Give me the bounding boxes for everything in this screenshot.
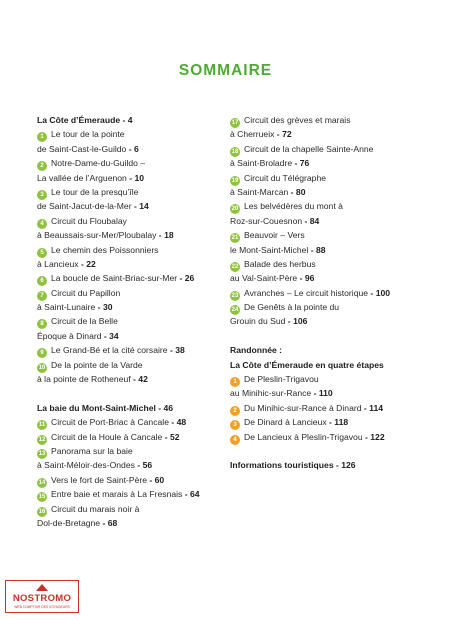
- entry-text: Avranches – Le circuit historique: [244, 287, 369, 298]
- section-heading: [37, 113, 232, 127]
- entry-text: de Saint-Jacut-de-la-Mer: [37, 201, 132, 212]
- entry-text: De Genêts à la pointe du: [244, 302, 340, 313]
- toc-entry: [37, 502, 232, 516]
- toc-entry: [230, 430, 430, 444]
- toc-entry: [37, 458, 232, 472]
- entry-text: au Val-Saint-Père: [230, 273, 298, 284]
- toc-entry: [230, 401, 430, 415]
- page-separator: -: [333, 460, 342, 471]
- entry-text: Circuit des grèves et marais: [244, 115, 351, 125]
- toc-entry: [37, 430, 232, 444]
- entry-text: De Dinard à Lancieux: [244, 417, 327, 428]
- toc-entry: [37, 473, 232, 487]
- route-number-badge: 2: [37, 161, 47, 171]
- entry-text: Balade des herbus: [244, 258, 316, 269]
- entry-text: Randonnée :: [230, 345, 283, 356]
- entry-text: De Pleslin-Trigavou: [244, 374, 319, 385]
- entry-text: le Mont-Saint-Michel: [230, 244, 309, 255]
- toc-entry: [37, 516, 232, 530]
- page-number: 110: [318, 388, 333, 399]
- toc-entry: [230, 228, 430, 242]
- logo-name: NOSTROMO: [12, 593, 72, 604]
- route-number-badge: 12: [38, 436, 46, 443]
- page-separator: -: [155, 402, 164, 413]
- section-heading: [230, 358, 430, 372]
- entry-text: à Saint-Broladre: [230, 158, 293, 169]
- section-heading: [37, 401, 232, 415]
- toc-entry: [37, 343, 232, 357]
- page-number: 68: [107, 517, 118, 528]
- entry-text: à Cherrueix: [230, 129, 275, 140]
- page-separator: -: [274, 129, 283, 140]
- entry-text: Circuit de Port-Briac à Cancale: [51, 417, 169, 428]
- page-number: 18: [164, 230, 174, 241]
- entry-text: à la pointe de Rotheneuf: [37, 374, 131, 385]
- page-separator: -: [100, 517, 108, 528]
- page-separator: -: [368, 287, 376, 298]
- page-title: SOMMAIRE: [178, 62, 273, 79]
- entry-text: Le tour de la presqu’île: [51, 186, 139, 197]
- toc-left-column: [37, 113, 232, 530]
- toc-entry: [37, 329, 232, 343]
- page-number: 126: [341, 460, 356, 471]
- toc-entry: [37, 127, 232, 141]
- toc-right-column: [230, 113, 430, 473]
- entry-text: à Beaussais-sur-Mer/Ploubalay: [37, 230, 157, 241]
- route-number-badge: 1: [230, 377, 240, 387]
- entry-text: La vallée de l’Arguenon: [37, 172, 127, 183]
- toc-entry: [230, 243, 430, 257]
- route-number-badge: 7: [37, 291, 47, 301]
- page-number: 26: [184, 273, 195, 284]
- spacer: [230, 329, 430, 343]
- page-separator: -: [168, 417, 177, 428]
- route-number-badge: 13: [38, 450, 46, 457]
- page-number: 72: [282, 129, 292, 140]
- route-number-badge: 8: [37, 319, 47, 329]
- route-number-badge: 5: [37, 248, 47, 258]
- page-separator: -: [131, 201, 140, 212]
- page-separator: -: [311, 388, 319, 399]
- toc-entry: [230, 286, 430, 300]
- route-number-badge: 14: [38, 479, 46, 486]
- entry-text: Informations touristiques: [230, 460, 334, 471]
- entry-text: à Saint-Lunaire: [37, 302, 96, 313]
- page-number: 76: [299, 158, 310, 169]
- toc-entry: [37, 257, 232, 271]
- entry-text: La boucle de Saint-Briac-sur-Mer: [51, 273, 178, 284]
- route-number-badge: 11: [38, 422, 46, 429]
- page-number: 122: [370, 431, 385, 442]
- logo-roof-icon: [36, 584, 48, 591]
- entry-text: Le tour de la pointe: [51, 129, 125, 140]
- route-number-badge: 21: [231, 235, 239, 242]
- entry-text: Le Grand-Bé et la cité corsaire: [51, 345, 168, 356]
- toc-entry: [230, 257, 430, 271]
- toc-entry: [230, 113, 430, 127]
- page-number: 118: [334, 417, 349, 428]
- route-number-badge: 9: [37, 348, 47, 358]
- route-number-badge: 3: [37, 190, 47, 200]
- page-separator: -: [120, 115, 128, 125]
- route-number-badge: 17: [231, 120, 239, 126]
- page-number: 100: [375, 287, 391, 298]
- toc-entry: [230, 300, 430, 314]
- page-separator: -: [147, 474, 155, 485]
- toc-entry: [37, 156, 232, 170]
- page-separator: -: [297, 273, 305, 284]
- entry-text: La Côte d’Émeraude en quatre étapes: [230, 359, 384, 370]
- route-number-badge: 22: [231, 263, 239, 270]
- page-separator: -: [126, 172, 135, 183]
- route-number-badge: 16: [38, 508, 46, 515]
- page-number: 6: [133, 143, 139, 154]
- toc-entry: [230, 214, 430, 228]
- entry-text: de Saint-Cast-le-Guildo: [37, 143, 127, 154]
- entry-text: Le chemin des Poissonniers: [51, 244, 159, 255]
- toc-entry: [230, 415, 430, 429]
- page-number: 30: [102, 302, 113, 313]
- toc-entry: [230, 372, 430, 386]
- entry-text: à Saint-Marcan: [230, 186, 289, 197]
- entry-text: à Lancieux: [37, 258, 79, 269]
- page-separator: -: [101, 330, 110, 341]
- page-separator: -: [177, 273, 185, 284]
- entry-text: Panorama sur la baie: [51, 445, 133, 456]
- toc-entry: [230, 271, 430, 285]
- section-heading: [230, 343, 430, 357]
- page-separator: -: [182, 489, 190, 500]
- toc-entry: [230, 199, 430, 213]
- entry-text: Les belvédères du mont à: [244, 201, 343, 212]
- page-number: 4: [127, 115, 133, 125]
- route-number-badge: 1: [37, 132, 47, 142]
- entry-text: au Minihic-sur-Rance: [230, 388, 312, 399]
- route-number-badge: 2: [230, 406, 240, 416]
- page-separator: -: [302, 215, 310, 226]
- entry-text: Entre baie et marais à La Fresnais: [51, 489, 183, 500]
- page-number: 80: [295, 186, 306, 197]
- page-separator: -: [285, 316, 294, 327]
- entry-text: Vers le fort de Saint-Père: [51, 474, 148, 485]
- page-separator: -: [130, 374, 139, 385]
- page-number: 42: [138, 374, 148, 385]
- toc-entry: [37, 300, 232, 314]
- toc-entry: [37, 372, 232, 386]
- entry-text: Circuit du Floubalay: [51, 215, 127, 226]
- logo-tagline: WEB COMPTOIR DES VOYAGEURS: [14, 605, 70, 609]
- page-separator: -: [167, 345, 176, 356]
- page-number: 46: [163, 402, 174, 413]
- toc-entry: [230, 142, 430, 156]
- entry-text: Circuit de la Houle à Cancale: [51, 431, 163, 442]
- route-number-badge: 15: [38, 494, 46, 501]
- page-number: 34: [109, 330, 119, 341]
- page-separator: -: [156, 230, 165, 241]
- section-heading: [230, 458, 430, 472]
- spacer: [230, 444, 430, 458]
- page-number: 64: [190, 489, 200, 500]
- toc-entry: [37, 444, 232, 458]
- entry-text: Circuit du Télégraphe: [244, 172, 327, 183]
- toc-entry: [37, 228, 232, 242]
- route-number-badge: 4: [37, 219, 47, 229]
- page-number: 60: [154, 474, 165, 485]
- page-number: 10: [134, 172, 145, 183]
- page-number: 106: [293, 316, 308, 327]
- page-separator: -: [292, 158, 300, 169]
- toc-entry: [230, 127, 430, 141]
- entry-text: La baie du Mont-Saint-Michel: [37, 402, 156, 413]
- page-number: 52: [169, 431, 180, 442]
- toc-entry: [37, 415, 232, 429]
- toc-entry: [37, 358, 232, 372]
- route-number-badge: 4: [230, 435, 240, 445]
- page-separator: -: [95, 302, 103, 313]
- entry-text: Notre-Dame-du-Guildo –: [51, 158, 146, 169]
- toc-entry: [37, 214, 232, 228]
- entry-text: La Côte d’Émeraude: [37, 115, 121, 125]
- toc-entry: [230, 185, 430, 199]
- toc-entry: [37, 271, 232, 285]
- route-number-badge: 6: [37, 276, 47, 286]
- entry-text: Circuit du Papillon: [51, 287, 121, 298]
- entry-text: Époque à Dinard: [37, 330, 102, 341]
- entry-text: Circuit de la Belle: [51, 316, 118, 327]
- page-separator: -: [78, 258, 87, 269]
- route-number-badge: 19: [231, 177, 239, 184]
- page-number: 14: [139, 201, 149, 212]
- entry-text: Beauvoir – Vers: [244, 230, 305, 241]
- entry-text: Roz-sur-Couesnon: [230, 215, 303, 226]
- page-separator: -: [134, 460, 143, 471]
- toc-entry: [37, 314, 232, 328]
- toc-entry: [230, 314, 430, 328]
- entry-text: Circuit du marais noir à: [51, 503, 140, 514]
- page-separator: -: [361, 402, 370, 413]
- page-separator: -: [126, 143, 134, 154]
- page-number: 96: [304, 273, 315, 284]
- nostromo-logo: [5, 580, 79, 613]
- toc-entry: [37, 286, 232, 300]
- page-number: 38: [175, 345, 185, 356]
- route-number-badge: 23: [231, 292, 239, 299]
- toc-entry: [37, 487, 232, 501]
- entry-text: De la pointe de la Varde: [51, 359, 143, 370]
- page-separator: -: [326, 417, 335, 428]
- spacer: [37, 386, 232, 400]
- entry-text: Dol-de-Bretagne: [37, 517, 101, 528]
- page-number: 22: [86, 258, 96, 269]
- page-separator: -: [308, 244, 316, 255]
- toc-entry: [37, 142, 232, 156]
- toc-entry: [230, 386, 430, 400]
- page-number: 84: [309, 215, 320, 226]
- entry-text: Du Minihic-sur-Rance à Dinard: [244, 402, 362, 413]
- page-separator: -: [362, 431, 371, 442]
- entry-text: à Saint-Méloir-des-Ondes: [37, 460, 135, 471]
- toc-entry: [37, 243, 232, 257]
- toc-entry: [230, 156, 430, 170]
- route-number-badge: 20: [231, 206, 239, 213]
- toc-entry: [37, 199, 232, 213]
- entry-text: De Lancieux à Pleslin-Trigavou: [244, 431, 363, 442]
- page-separator: -: [288, 186, 296, 197]
- toc-entry: [37, 171, 232, 185]
- route-number-badge: 18: [231, 148, 239, 155]
- entry-text: Circuit de la chapelle Sainte-Anne: [244, 143, 374, 154]
- entry-text: Grouin du Sud: [230, 316, 286, 327]
- route-number-badge: 10: [38, 364, 46, 371]
- route-number-badge: 3: [230, 420, 240, 430]
- toc-entry: [230, 171, 430, 185]
- route-number-badge: 24: [231, 307, 239, 314]
- page-number: 88: [315, 244, 326, 255]
- page-separator: -: [162, 431, 170, 442]
- page-number: 48: [176, 417, 187, 428]
- page-number: 56: [142, 460, 153, 471]
- toc-entry: [37, 185, 232, 199]
- page-number: 114: [369, 402, 384, 413]
